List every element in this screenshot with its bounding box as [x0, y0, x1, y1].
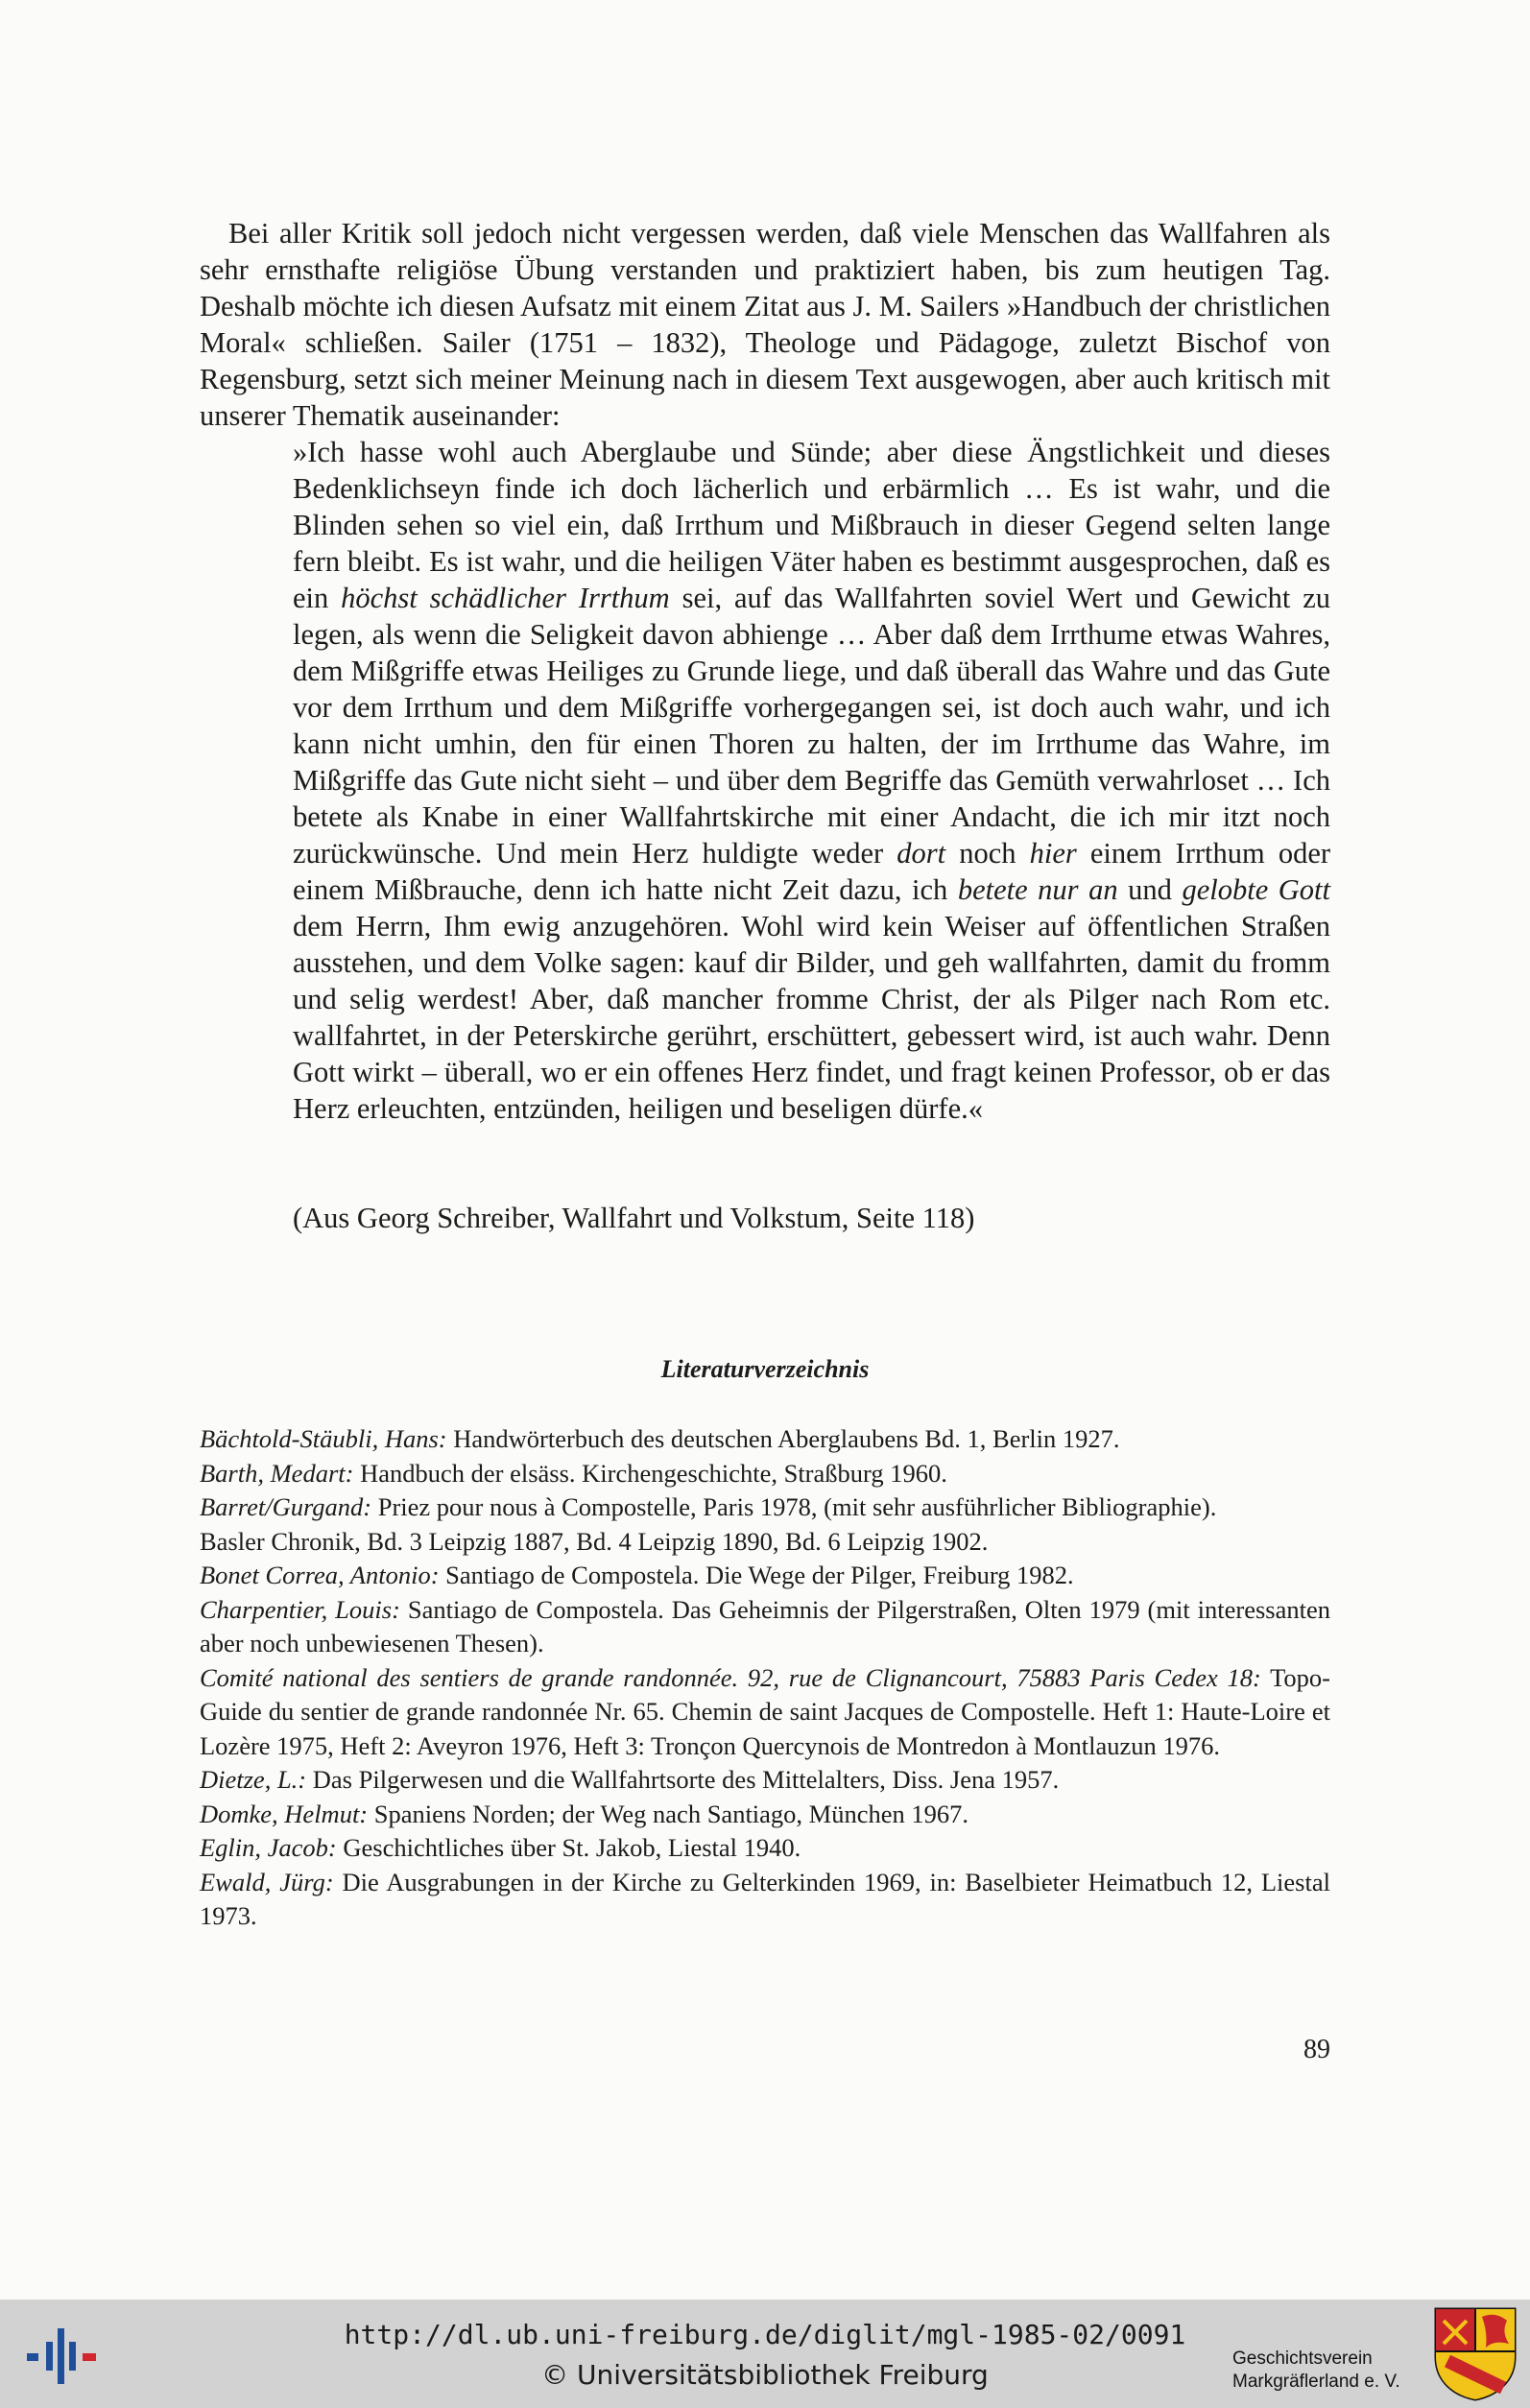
literature-entry — [200, 1661, 1330, 1764]
literature-list — [200, 1422, 1330, 1934]
entry-author: Barth, Medart: — [200, 1458, 354, 1488]
literature-entry — [200, 1866, 1330, 1934]
entry-author: Charpentier, Louis: — [200, 1594, 400, 1624]
quote-text: und — [1117, 873, 1183, 906]
quote-emphasis: hier — [1029, 837, 1077, 870]
quote-text: einem Irrthum oder einem Mißbrauche, denn ich hatte nicht Zeit dazu, ich — [293, 837, 1331, 906]
entry-author: Ewald, Jürg: — [200, 1867, 334, 1896]
page-number: 89 — [1303, 2035, 1330, 2064]
literature-entry — [200, 1798, 1330, 1832]
literature-entry — [200, 1490, 1330, 1525]
sailer-quote — [293, 434, 1330, 1127]
entry-author: Barret/Gurgand: — [200, 1492, 372, 1521]
footer-bar — [0, 2300, 1530, 2408]
entry-text: Basler Chronik, Bd. 3 Leipzig 1887, Bd. 4 Leipzig 1890, Bd. 6 Leipzig 1902. — [200, 1526, 989, 1556]
quote-text: dem Herrn, Ihm ewig anzugehören. Wohl wird kein Weiser auf öffentlichen Straßen ausstehen, und dem Volke sagen: kauf dir Bilder, und geh wallfahrten, damit du fromm und selig werdest! Aber, daß mancher fromme Christ, der als Pilger nach Rom etc. wallfahrtet, in der Peterskirche gerührt, erschüttert, gebessert wird, ist auch wahr. Denn Gott wirkt – überall, wo er ein offenes Herz findet, und fragt keinen Professor, ob er das Herz erleuchten, entzünden, heiligen und beseligen dürfe.« — [293, 910, 1330, 1125]
entry-author: Comité national des sentiers de grande randonnée. 92, rue de Clignancourt, 75883 Paris Cedex 18: — [200, 1662, 1261, 1692]
literature-entry — [200, 1457, 1330, 1491]
literature-heading: Literaturverzeichnis — [660, 1355, 870, 1383]
entry-text: Santiago de Compostela. Das Geheimnis der Pilgerstraßen, Olten 1979 (mit interessanten aber noch unbewiesenen Thesen). — [200, 1594, 1331, 1657]
entry-author: Domke, Helmut: — [200, 1799, 369, 1828]
entry-author: Bonet Correa, Antonio: — [200, 1561, 440, 1589]
society-name-line: Geschichtsverein — [1232, 2348, 1373, 2369]
footer-copyright: © Universitätsbibliothek Freiburg — [541, 2359, 989, 2391]
entry-author: Dietze, L.: — [200, 1765, 307, 1794]
literature-entry — [200, 1593, 1330, 1661]
entry-text: Topo-Guide du sentier de grande randonnée Nr. 65. Chemin de saint Jacques de Compostelle. Heft 1: Haute-Loire et Lozère 1975, Heft 2: Aveyron 1976, Heft 3: Tronçon Quercynois de Montredon à Montlauzun 1976. — [200, 1662, 1330, 1760]
society-name-line: Markgräflerland e. V. — [1232, 2372, 1400, 2392]
literature-entry — [200, 1831, 1330, 1866]
literature-entry — [200, 1763, 1330, 1798]
society-name — [1232, 2348, 1424, 2394]
entry-text: Handbuch der elsäss. Kirchengeschichte, Straßburg 1960. — [353, 1458, 947, 1488]
quote-text: »Ich hasse wohl auch Aberglaube und Sünde; aber diese Ängstlichkeit und dieses Bedenklichseyn finde ich doch lächerlich und erbärmlich … Es ist wahr, und die Blinden sehen so viel ein, daß Irrthum und Mißbrauch in dieser Gegend selten lange fern bleibt. Es ist wahr, und die heiligen Väter haben es bestimmt ausgesprochen, daß es ein — [293, 436, 1330, 614]
entry-text: Priez pour nous à Compostelle, Paris 1978, (mit sehr ausführlicher Bibliographie). — [371, 1492, 1217, 1521]
entry-text: Handwörterbuch des deutschen Aberglaubens Bd. 1, Berlin 1927. — [446, 1424, 1120, 1453]
entry-text: Die Ausgrabungen in der Kirche zu Gelterkinden 1969, in: Baselbieter Heimatbuch 12, Liestal 1973. — [200, 1867, 1330, 1930]
quote-emphasis: betete nur an — [957, 873, 1118, 906]
quote-text: sei, auf das Wallfahrten soviel Wert und Gewicht zu legen, als wenn die Seligkeit davon abhienge … Aber daß dem Irrthume etwas Wahres, dem Mißgriffe etwas Heiliges zu Grunde liege, und daß überall das Wahre und das Gute vor dem Irrthum und dem Mißgriffe vorhergegangen sei, ist doch auch wahr, und ich kann nicht umhin, den für einen Thoren zu halten, der im Irrthume das Wahre, im Mißgriffe das Gute nicht sieht – und über dem Begriffe das Gemüth verwahrloset … Ich betete als Knabe in einer Wallfahrtskirche mit einer Andacht, die ich mir itzt noch zurückwünsche. Und mein Herz huldigte weder — [293, 582, 1330, 870]
literature-entry — [200, 1525, 1330, 1560]
entry-text: Das Pilgerwesen und die Wallfahrtsorte des Mittelalters, Diss. Jena 1957. — [306, 1765, 1060, 1794]
quote-text: noch — [945, 837, 1030, 870]
entry-author: Bächtold-Stäubli, Hans: — [200, 1424, 447, 1453]
entry-author: Eglin, Jacob: — [200, 1833, 337, 1862]
literature-entry — [200, 1559, 1330, 1593]
footer-url-link[interactable]: http://dl.ub.uni-freiburg.de/diglit/mgl-1985-02/0091 — [344, 2319, 1186, 2350]
entry-text: Geschichtliches über St. Jakob, Liestal 1940. — [336, 1833, 801, 1862]
entry-text: Spaniens Norden; der Weg nach Santiago, München 1967. — [368, 1799, 969, 1828]
quote-emphasis: gelobte Gott — [1182, 873, 1330, 906]
quote-emphasis: dort — [896, 837, 946, 870]
body-paragraph: Bei aller Kritik soll jedoch nicht vergessen werden, daß viele Menschen das Wallfahren als sehr ernsthafte religiöse Übung verstanden und praktiziert haben, bis zum heutigen Tag. Deshalb möchte ich diesen Aufsatz mit einem Zitat aus J. M. Sailers »Handbuch der christlichen Moral« schließen. Sailer (1751 – 1832), Theologe und Pädagoge, zuletzt Bischof von Regensburg, setzt sich meiner Meinung nach in diesem Text ausgewogen, aber auch kritisch mit unserer Thematik auseinander: — [200, 217, 1330, 432]
entry-text: Santiago de Compostela. Die Wege der Pilger, Freiburg 1982. — [439, 1561, 1074, 1589]
quote-emphasis: höchst schädlicher Irrthum — [341, 582, 670, 614]
literature-entry — [200, 1422, 1330, 1457]
coat-of-arms-icon — [1434, 2307, 1517, 2401]
quote-source: (Aus Georg Schreiber, Wallfahrt und Volkstum, Seite 118) — [293, 1202, 975, 1234]
